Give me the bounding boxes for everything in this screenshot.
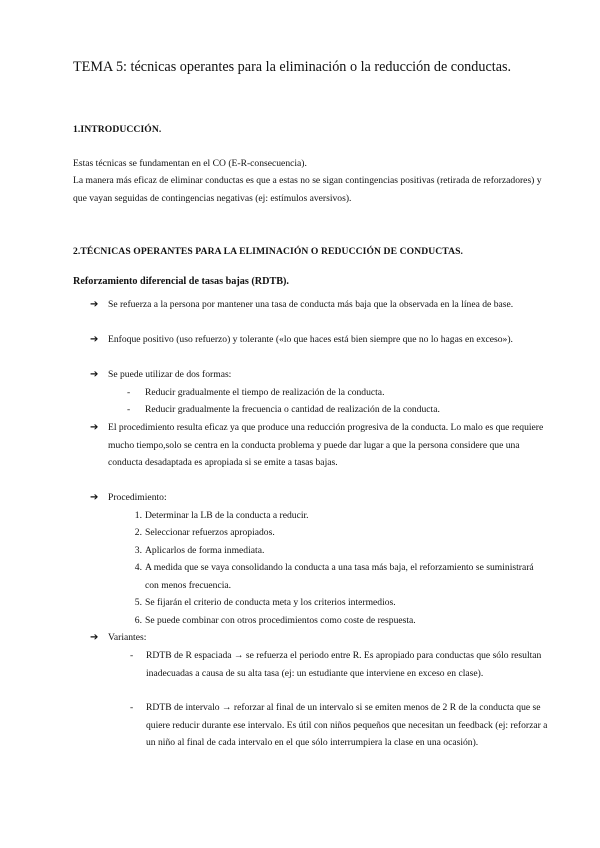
arrow-bullet-icon: ➔ — [90, 334, 99, 345]
bullet-item: Procedimiento: — [108, 492, 167, 503]
dash-bullet: - — [127, 404, 131, 415]
bullet-item: Enfoque positivo (uso refuerzo) y tolerante («lo que haces está bien siempre que no lo hagas en exceso»). — [108, 334, 513, 345]
dash-bullet: - — [130, 702, 134, 713]
intro-paragraph-1: Estas técnicas se fundamentan en el CO (E-R-consecuencia). — [73, 158, 307, 169]
form-item: Reducir gradualmente el tiempo de realización de la conducta. — [145, 387, 385, 398]
arrow-bullet-icon: ➔ — [90, 422, 99, 433]
subsection-title-rdtb: Reforzamiento diferencial de tasas bajas (RDTB). — [73, 276, 289, 287]
step-number: 1. — [134, 510, 142, 521]
form-item: Reducir gradualmente la frecuencia o cantidad de realización de la conducta. — [145, 404, 440, 415]
section-heading-tecnicas: 2.TÉCNICAS OPERANTES PARA LA ELIMINACIÓN O REDUCCIÓN DE CONDUCTAS. — [73, 246, 464, 257]
bullet-item: Variantes: — [108, 632, 147, 643]
step-item: Determinar la LB de la conducta a reducir. — [145, 510, 309, 521]
variant-item: RDTB de intervalo → reforzar al final de un intervalo si se emiten menos de 2 R de la conducta que se quiere reducir durante ese intervalo. Es útil con niños pequeños que necesitan un feedback (ej: reforzar a un niño al final de cada intervalo en el que sólo interrumpiera la clase en una ocasión). — [146, 702, 548, 748]
step-number: 4. — [134, 562, 142, 573]
section-heading-introduccion: 1.INTRODUCCIÓN. — [73, 124, 162, 135]
variant-item: RDTB de R espaciada → se refuerza el periodo entre R. Es apropiado para conductas que sólo resultan inadecuadas a causa de su alta tasa (ej: un estudiante que interviene en exceso en clase). — [146, 650, 542, 679]
step-item: Se fijarán el criterio de conducta meta y los criterios intermedios. — [145, 597, 396, 608]
step-number: 2. — [134, 527, 142, 538]
step-number: 3. — [134, 545, 142, 556]
step-item: Se puede combinar con otros procedimientos como coste de respuesta. — [145, 615, 416, 626]
dash-bullet: - — [130, 650, 134, 661]
page-title: TEMA 5: técnicas operantes para la eliminación o la reducción de conductas. — [73, 59, 512, 75]
bullet-item: Se puede utilizar de dos formas: — [108, 369, 232, 380]
step-item: Seleccionar refuerzos apropiados. — [145, 527, 275, 538]
step-number: 6. — [134, 615, 142, 626]
arrow-bullet-icon: ➔ — [90, 299, 99, 310]
arrow-bullet-icon: ➔ — [90, 369, 99, 380]
step-item: Aplicarlos de forma inmediata. — [145, 545, 265, 556]
bullet-item: Se refuerza a la persona por mantener una tasa de conducta más baja que la observada en la línea de base. — [108, 299, 514, 310]
dash-bullet: - — [127, 387, 131, 398]
bullet-item: El procedimiento resulta eficaz ya que produce una reducción progresiva de la conducta. Lo malo es que requiere mucho tiempo,solo se centra en la conducta problema y puede dar lugar a que la persona considere que una conducta desadaptada es apropiada si se emite a tasas bajas. — [108, 422, 544, 468]
arrow-bullet-icon: ➔ — [90, 492, 99, 503]
step-number: 5. — [134, 597, 142, 608]
step-item: A medida que se vaya consolidando la conducta a una tasa más baja, el reforzamiento se suministrará con menos frecuencia. — [145, 562, 534, 591]
intro-paragraph-2: La manera más eficaz de eliminar conductas es que a estas no se sigan contingencias positivas (retirada de reforzadores) y que vayan seguidas de contingencias negativas (ej: estímulos aversivos). — [73, 175, 542, 204]
arrow-bullet-icon: ➔ — [90, 632, 99, 643]
